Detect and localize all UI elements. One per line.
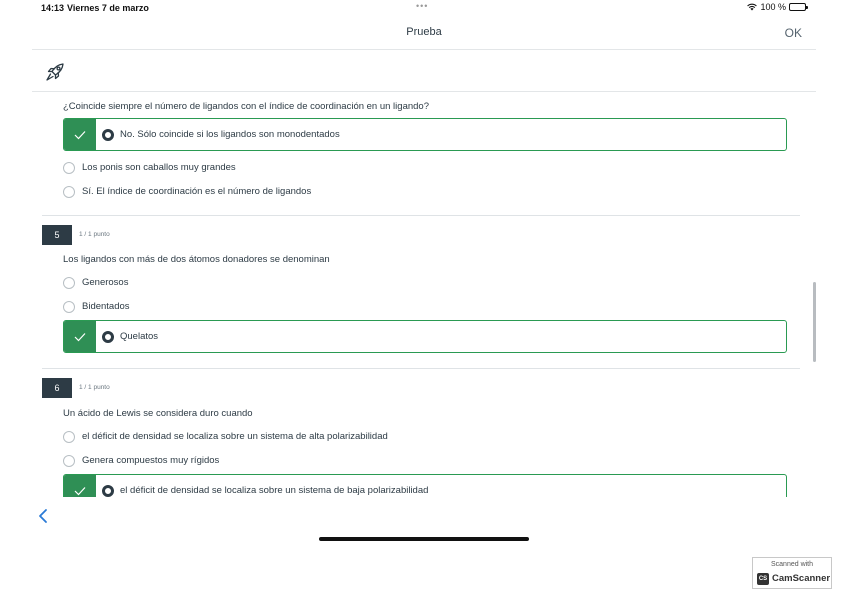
answer-correct[interactable] [63,118,787,151]
radio-button[interactable] [63,186,75,198]
question-text: Un ácido de Lewis se considera duro cuando [63,408,253,419]
status-bar [0,0,848,16]
check-icon [74,130,86,140]
wifi-icon [747,3,757,11]
radio-button[interactable] [63,162,75,174]
page-title: Prueba [406,26,442,38]
nav-bar [32,18,816,50]
answer-option[interactable] [63,161,783,177]
question-6 [42,378,800,496]
question-5 [42,225,800,342]
radio-button[interactable] [63,455,75,467]
watermark-caption: Scanned with [770,561,814,568]
correct-check-box [64,119,96,150]
question-divider [42,368,800,369]
question-points: 1 / 1 punto [79,384,110,391]
rocket-icon[interactable] [44,61,66,83]
check-icon [74,486,86,496]
check-icon [74,332,86,342]
battery-icon [789,3,806,11]
toolbar [32,50,816,92]
radio-selected[interactable] [102,485,114,497]
question-number: 5 [42,225,72,245]
home-indicator[interactable] [319,537,529,541]
radio-button[interactable] [63,277,75,289]
answer-label: el déficit de densidad se localiza sobre un sistema de baja polarizabilidad [120,485,429,496]
correct-check-box [64,321,96,352]
answer-option[interactable] [63,430,783,446]
answer-option[interactable] [63,276,783,292]
battery-percent: 100 % [760,2,786,12]
radio-selected[interactable] [102,129,114,141]
question-header [42,225,800,245]
answer-label: Generosos [82,277,129,288]
answer-label: el déficit de densidad se localiza sobre un sistema de alta polarizabilidad [82,431,388,442]
correct-check-box [64,475,96,497]
answer-label: Quelatos [120,331,159,342]
answer-option[interactable] [63,185,783,201]
radio-button[interactable] [63,301,75,313]
question-header [42,378,800,398]
question-divider [42,215,800,216]
answer-option[interactable] [63,454,783,470]
back-chevron-icon[interactable] [37,508,49,524]
camscanner-logo-icon: CS [757,573,769,585]
answer-label: No. Sólo coincide si los ligandos son monodentados [120,129,340,140]
camscanner-watermark [752,557,832,589]
answer-correct[interactable] [63,320,787,353]
answer-label: Sí. El índice de coordinación es el número de ligandos [82,186,312,197]
status-date: Viernes 7 de marzo [67,3,149,13]
quiz-content[interactable] [42,92,800,497]
question-number: 6 [42,378,72,398]
multitask-dots[interactable]: ••• [416,1,429,11]
status-right [747,2,806,12]
watermark-name: CamScanner [772,573,831,584]
answer-label: Bidentados [82,301,130,312]
answer-option[interactable] [63,300,783,316]
question-points: 1 / 1 punto [79,231,110,238]
scrollbar[interactable] [813,282,816,362]
radio-selected[interactable] [102,331,114,343]
answer-label: Los ponis son caballos muy grandes [82,162,236,173]
radio-button[interactable] [63,431,75,443]
ok-button[interactable]: OK [784,26,802,40]
question-text: Los ligandos con más de dos átomos donadores se denominan [63,254,330,265]
answer-correct[interactable] [63,474,787,497]
status-time: 14:13 [41,3,65,13]
question-text: ¿Coincide siempre el número de ligandos con el índice de coordinación en un ligando? [63,101,429,112]
answer-label: Genera compuestos muy rígidos [82,455,220,466]
